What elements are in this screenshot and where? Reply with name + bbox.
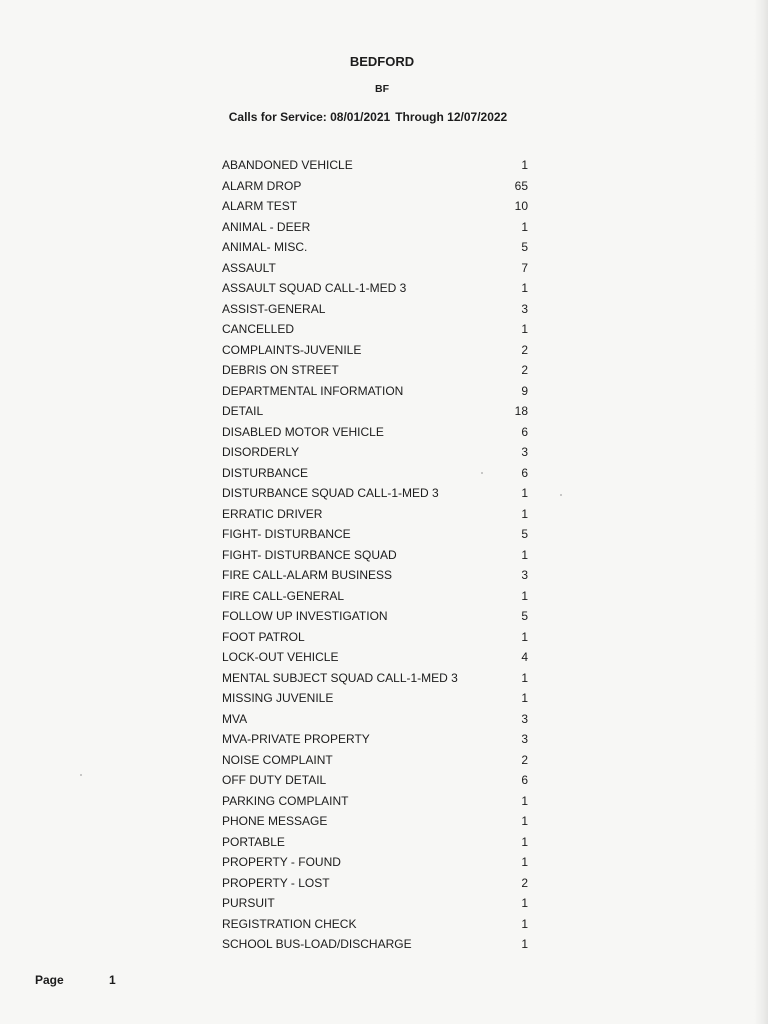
- call-row: [222, 934, 528, 955]
- scan-edge-shadow: [754, 0, 768, 1024]
- scan-speck: [80, 774, 82, 776]
- call-row: [222, 627, 528, 648]
- call-count: 1: [521, 916, 528, 931]
- call-type: FIGHT- DISTURBANCE: [222, 527, 351, 541]
- call-row: [222, 237, 528, 258]
- call-row: [222, 750, 528, 771]
- call-type: ANIMAL- MISC.: [222, 240, 308, 254]
- call-type: NOISE COMPLAINT: [222, 752, 333, 767]
- scan-speck: [481, 472, 483, 474]
- call-count: 1: [521, 486, 528, 500]
- call-count: 3: [521, 568, 528, 582]
- call-count: 5: [521, 527, 528, 541]
- call-row: [222, 914, 528, 935]
- call-count: 2: [521, 875, 528, 890]
- call-count: 6: [521, 773, 528, 787]
- call-type: FOLLOW UP INVESTIGATION: [222, 609, 388, 623]
- page-label: Page: [35, 973, 64, 987]
- calls-for-service-list: [222, 155, 528, 955]
- call-type: DEBRIS ON STREET: [222, 363, 339, 377]
- call-row: [222, 524, 528, 545]
- call-count: 10: [514, 199, 528, 213]
- call-count: 18: [514, 404, 528, 418]
- call-row: [222, 155, 528, 176]
- call-type: DISORDERLY: [222, 445, 300, 459]
- call-type: ALARM DROP: [222, 178, 302, 193]
- call-row: [222, 688, 528, 709]
- call-type: FOOT PATROL: [222, 629, 305, 644]
- call-count: 2: [521, 752, 528, 767]
- call-type: ANIMAL - DEER: [222, 219, 311, 234]
- call-row: [222, 299, 528, 320]
- call-count: 1: [521, 896, 528, 910]
- call-count: 1: [521, 814, 528, 828]
- call-count: 65: [514, 178, 528, 193]
- call-count: 3: [521, 301, 528, 316]
- call-row: [222, 606, 528, 627]
- call-type: COMPLAINTS-JUVENILE: [222, 342, 362, 357]
- call-count: 1: [521, 219, 528, 234]
- call-type: MVA-PRIVATE PROPERTY: [222, 732, 370, 746]
- call-type: CANCELLED: [222, 322, 295, 336]
- call-row: [222, 319, 528, 340]
- call-type: SCHOOL BUS-LOAD/DISCHARGE: [222, 937, 412, 951]
- call-type: FIRE CALL-GENERAL: [222, 588, 345, 603]
- call-row: [222, 422, 528, 443]
- call-count: 1: [521, 793, 528, 808]
- call-type: MVA: [222, 711, 248, 726]
- call-row: [222, 873, 528, 894]
- call-count: 3: [521, 711, 528, 726]
- call-count: 1: [521, 158, 528, 172]
- call-type: FIRE CALL-ALARM BUSINESS: [222, 568, 393, 582]
- call-row: [222, 586, 528, 607]
- call-count: 1: [521, 281, 528, 295]
- report-date-range: [0, 110, 752, 124]
- call-type: DISTURBANCE: [222, 465, 309, 480]
- call-type: PARKING COMPLAINT: [222, 793, 349, 808]
- call-row: [222, 770, 528, 791]
- call-row: [222, 565, 528, 586]
- call-type: MISSING JUVENILE: [222, 691, 334, 705]
- call-type: DISTURBANCE SQUAD CALL-1-MED 3: [222, 486, 439, 500]
- call-row: [222, 217, 528, 238]
- call-row: [222, 196, 528, 217]
- report-town-code: BF: [375, 83, 389, 95]
- call-count: 2: [521, 342, 528, 357]
- call-type: DETAIL: [222, 404, 264, 418]
- call-type: ERRATIC DRIVER: [222, 506, 323, 521]
- call-type: DEPARTMENTAL INFORMATION: [222, 383, 404, 398]
- call-row: [222, 545, 528, 566]
- date-range-end: Through 12/07/2022: [395, 110, 508, 124]
- call-row: [222, 668, 528, 689]
- call-count: 9: [521, 383, 528, 398]
- call-row: [222, 176, 528, 197]
- call-count: 1: [521, 937, 528, 951]
- call-type: MENTAL SUBJECT SQUAD CALL-1-MED 3: [222, 670, 458, 685]
- call-count: 6: [521, 424, 528, 439]
- call-count: 3: [521, 445, 528, 459]
- call-count: 1: [521, 834, 528, 849]
- call-type: PORTABLE: [222, 834, 285, 849]
- call-count: 1: [521, 547, 528, 562]
- call-type: REGISTRATION CHECK: [222, 916, 357, 931]
- call-row: [222, 729, 528, 750]
- call-type: DISABLED MOTOR VEHICLE: [222, 424, 384, 439]
- call-count: 1: [521, 855, 528, 869]
- page-number: 1: [109, 973, 116, 987]
- call-count: 7: [521, 260, 528, 275]
- date-range-start: Calls for Service: 08/01/2021: [228, 110, 391, 124]
- call-row: [222, 647, 528, 668]
- call-type: ABANDONED VEHICLE: [222, 158, 353, 172]
- call-row: [222, 791, 528, 812]
- call-type: PROPERTY - FOUND: [222, 855, 341, 869]
- call-row: [222, 401, 528, 422]
- call-type: ASSAULT SQUAD CALL-1-MED 3: [222, 281, 407, 295]
- call-count: 5: [521, 240, 528, 254]
- call-type: PURSUIT: [222, 896, 275, 910]
- call-type: LOCK-OUT VEHICLE: [222, 650, 339, 664]
- call-count: 1: [521, 506, 528, 521]
- call-row: [222, 258, 528, 279]
- call-count: 3: [521, 732, 528, 746]
- call-type: PHONE MESSAGE: [222, 814, 328, 828]
- call-type: ASSIST-GENERAL: [222, 301, 326, 316]
- call-type: ALARM TEST: [222, 199, 298, 213]
- scan-speck: [560, 494, 562, 496]
- call-count: 1: [521, 629, 528, 644]
- call-type: FIGHT- DISTURBANCE SQUAD: [222, 547, 397, 562]
- call-row: [222, 442, 528, 463]
- call-count: 1: [521, 691, 528, 705]
- call-count: 4: [521, 650, 528, 664]
- call-count: 6: [521, 465, 528, 480]
- call-type: PROPERTY - LOST: [222, 875, 330, 890]
- call-count: 1: [521, 322, 528, 336]
- call-row: [222, 811, 528, 832]
- call-row: [222, 832, 528, 853]
- call-row: [222, 381, 528, 402]
- call-count: 5: [521, 609, 528, 623]
- call-row: [222, 360, 528, 381]
- call-row: [222, 504, 528, 525]
- call-type: ASSAULT: [222, 260, 276, 275]
- call-type: OFF DUTY DETAIL: [222, 773, 327, 787]
- call-row: [222, 483, 528, 504]
- call-count: 2: [521, 363, 528, 377]
- report-town-title: BEDFORD: [349, 54, 415, 69]
- call-row: [222, 852, 528, 873]
- call-row: [222, 893, 528, 914]
- call-count: 1: [521, 670, 528, 685]
- call-row: [222, 709, 528, 730]
- call-count: 1: [521, 588, 528, 603]
- call-row: [222, 340, 528, 361]
- call-row: [222, 278, 528, 299]
